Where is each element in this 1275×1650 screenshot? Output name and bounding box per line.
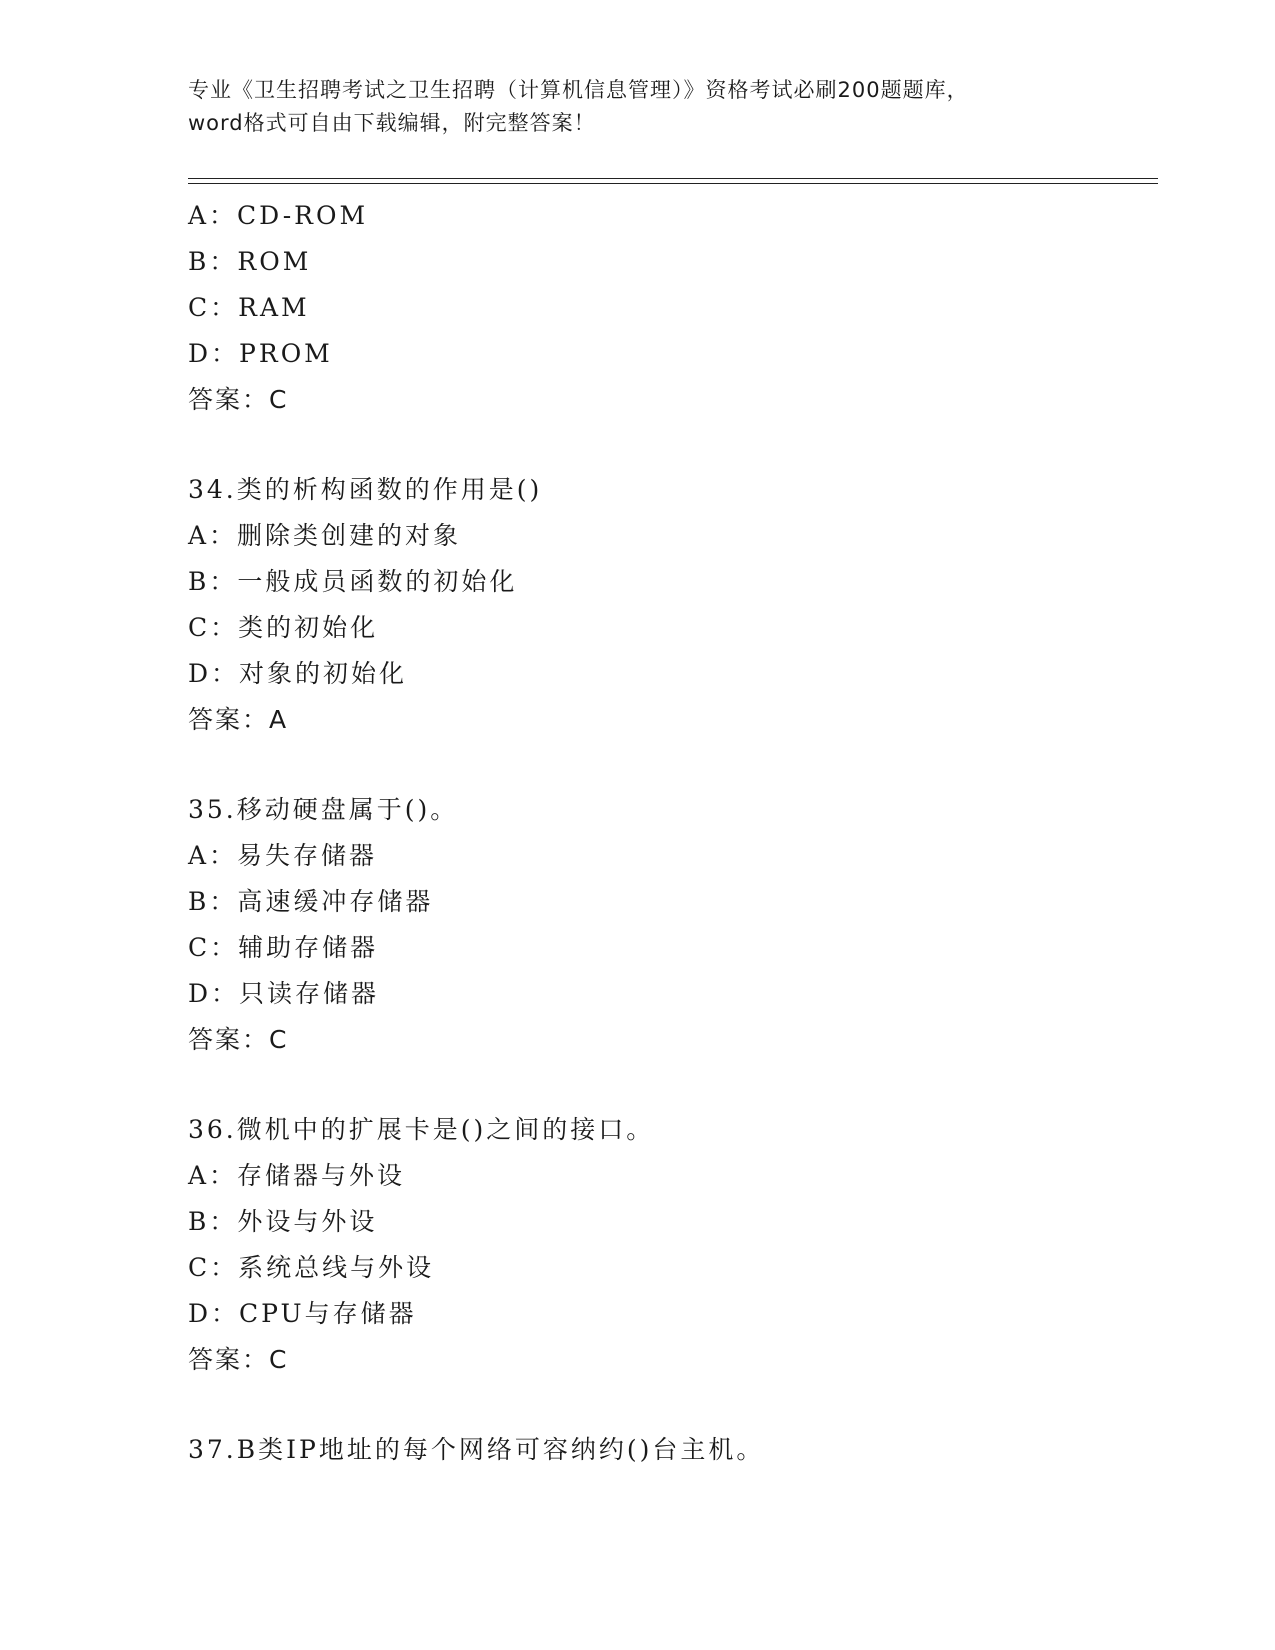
answer-option: B：一般成员函数的初始化: [188, 567, 518, 596]
answer-option: A：删除类创建的对象: [188, 521, 462, 550]
answer-option: C：辅助存储器: [188, 933, 379, 962]
header-line-2: word格式可自由下载编辑，附完整答案！: [188, 111, 596, 135]
question-text: 36.微机中的扩展卡是()之间的接口。: [188, 1115, 655, 1144]
answer-option: C：系统总线与外设: [188, 1253, 435, 1282]
question-text: 35.移动硬盘属于()。: [188, 795, 459, 824]
question-block: [188, 1427, 1138, 1473]
question-text: 37.B类IP地址的每个网络可容纳约()台主机。: [188, 1435, 765, 1464]
answer-option: B：外设与外设: [188, 1207, 378, 1236]
question-block: [188, 1107, 1138, 1383]
correct-answer: 答案：A: [188, 705, 289, 734]
answer-option: D：对象的初始化: [188, 659, 408, 688]
answer-option: A：CD-ROM: [188, 201, 369, 230]
question-list: [188, 193, 1138, 1473]
answer-option: D：只读存储器: [188, 979, 380, 1008]
answer-option: D：CPU与存储器: [188, 1299, 417, 1328]
answer-option: B：高速缓冲存储器: [188, 887, 434, 916]
header-divider-top: [188, 178, 1158, 179]
block-spacer: [188, 1063, 1138, 1107]
block-spacer: [188, 1383, 1138, 1427]
answer-option: C：类的初始化: [188, 613, 379, 642]
document-header: [188, 74, 1088, 140]
answer-option: B：ROM: [188, 247, 312, 276]
answer-option: A：存储器与外设: [188, 1161, 406, 1190]
answer-option: D：PROM: [188, 339, 333, 368]
correct-answer: 答案：C: [188, 1025, 289, 1054]
header-divider-bottom: [188, 183, 1158, 184]
question-text: 34.类的析构函数的作用是(): [188, 475, 543, 504]
correct-answer: 答案：C: [188, 1345, 289, 1374]
question-block: [188, 467, 1138, 743]
block-spacer: [188, 743, 1138, 787]
correct-answer: 答案：C: [188, 385, 289, 414]
question-block: [188, 193, 1138, 423]
question-block: [188, 787, 1138, 1063]
answer-option: A：易失存储器: [188, 841, 378, 870]
answer-option: C：RAM: [188, 293, 310, 322]
header-line-1: 专业《卫生招聘考试之卫生招聘（计算机信息管理）》资格考试必刷200题题库，: [188, 78, 969, 102]
block-spacer: [188, 423, 1138, 467]
